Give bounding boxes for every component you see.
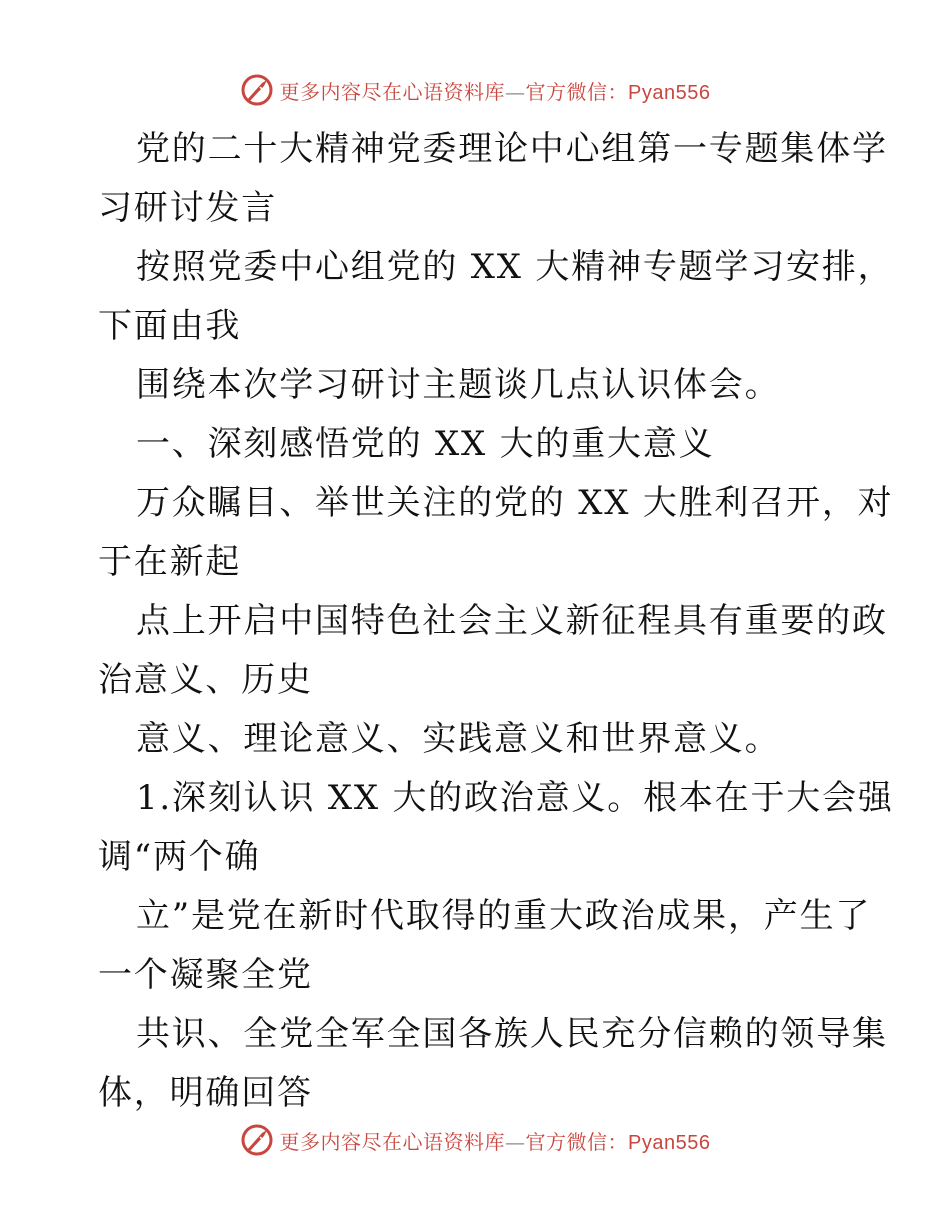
document-line: 点上开启中国特色社会主义新征程具有重要的政 bbox=[136, 601, 888, 641]
banner-wechat-label: 官方微信： bbox=[525, 1129, 629, 1154]
banner-wechat-id: Pyan556 bbox=[628, 81, 711, 104]
banner-text bbox=[280, 1126, 711, 1155]
section-heading: 一、深刻感悟党的 XX 大的重大意义 bbox=[136, 424, 715, 464]
banner-separator: — bbox=[505, 1129, 526, 1154]
document-line: 于在新起 bbox=[98, 542, 242, 582]
document-line: 1.深刻认识 XX 大的政治意义。根本在于大会强 bbox=[136, 778, 894, 818]
document-line: 下面由我 bbox=[98, 306, 242, 346]
document-line: 万众瞩目、举世关注的党的 XX 大胜利召开，对 bbox=[136, 483, 894, 523]
footer-banner bbox=[0, 1120, 950, 1160]
document-line: 治意义、历史 bbox=[98, 660, 313, 700]
quill-logo-icon bbox=[240, 73, 274, 107]
document-body bbox=[98, 120, 894, 1123]
document-line: 围绕本次学习研讨主题谈几点认识体会。 bbox=[136, 365, 781, 405]
document-line: 党的二十大精神党委理论中心组第一专题集体学 bbox=[136, 129, 888, 169]
document-line: 意义、理论意义、实践意义和世界意义。 bbox=[136, 719, 781, 759]
banner-wechat-label: 官方微信： bbox=[525, 79, 629, 104]
quill-logo-icon bbox=[240, 1123, 274, 1157]
document-line: 按照党委中心组党的 XX 大精神专题学习安排， bbox=[136, 247, 894, 287]
header-banner bbox=[0, 70, 950, 110]
document-line: 一个凝聚全党 bbox=[98, 955, 313, 995]
banner-separator: — bbox=[505, 79, 526, 104]
banner-main-text: 更多内容尽在心语资料库 bbox=[279, 79, 506, 104]
document-line: 立”是党在新时代取得的重大政治成果，产生了 bbox=[136, 896, 872, 936]
banner-wechat-id: Pyan556 bbox=[628, 1131, 711, 1154]
document-line: 习研讨发言 bbox=[98, 188, 277, 228]
banner-main-text: 更多内容尽在心语资料库 bbox=[279, 1129, 506, 1154]
document-line: 调“两个确 bbox=[98, 837, 261, 877]
document-line: 共识、全党全军全国各族人民充分信赖的领导集 bbox=[136, 1014, 888, 1054]
document-line: 体，明确回答 bbox=[98, 1073, 313, 1113]
banner-text bbox=[280, 76, 711, 105]
